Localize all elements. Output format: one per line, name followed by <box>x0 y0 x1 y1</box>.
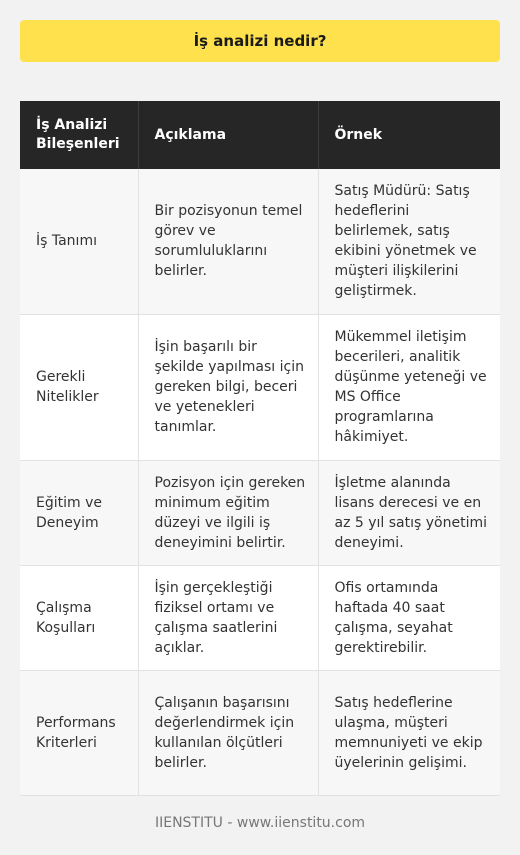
cell-component: İş Tanımı <box>20 169 138 314</box>
table-row <box>20 169 500 314</box>
cell-example: Satış Müdürü: Satış hedeflerini belirlemek, satış ekibini yönetmek ve müşteri ilişkilerini geliştirmek. <box>318 169 500 314</box>
cell-description: İşin gerçekleştiği fiziksel ortamı ve çalışma saatlerini açıklar. <box>138 565 318 670</box>
cell-component: Eğitim ve Deneyim <box>20 460 138 565</box>
table-row <box>20 565 500 670</box>
header-components: İş Analizi Bileşenleri <box>20 101 138 169</box>
footer-credit: IIENSTITU - www.iienstitu.com <box>154 815 366 831</box>
cell-description: Pozisyon için gereken minimum eğitim düzeyi ve ilgili iş deneyimini belirtir. <box>138 460 318 565</box>
cell-example: İşletme alanında lisans derecesi ve en az 5 yıl satış yönetimi deneyimi. <box>318 460 500 565</box>
table-header-row <box>20 101 500 169</box>
cell-description: Bir pozisyonun temel görev ve sorumluluklarını belirler. <box>138 169 318 314</box>
cell-component: Performans Kriterleri <box>20 670 138 795</box>
cell-description: Çalışanın başarısını değerlendirmek için kullanılan ölçütleri belirler. <box>138 670 318 795</box>
page-title: İş analizi nedir? <box>20 20 500 62</box>
cell-example: Satış hedeflerine ulaşma, müşteri memnuniyeti ve ekip üyelerinin gelişimi. <box>318 670 500 795</box>
cell-example: Ofis ortamında haftada 40 saat çalışma, seyahat gerektirebilir. <box>318 565 500 670</box>
header-description: Açıklama <box>138 101 318 169</box>
header-example: Örnek <box>318 101 500 169</box>
job-analysis-table <box>20 101 500 796</box>
cell-component: Çalışma Koşulları <box>20 565 138 670</box>
table-row <box>20 460 500 565</box>
cell-example: Mükemmel iletişim becerileri, analitik düşünme yeteneği ve MS Office programlarına hâkimiyet. <box>318 314 500 460</box>
table-row <box>20 670 500 795</box>
table-row <box>20 314 500 460</box>
cell-component: Gerekli Nitelikler <box>20 314 138 460</box>
cell-description: İşin başarılı bir şekilde yapılması için gereken bilgi, beceri ve yetenekleri tanımlar. <box>138 314 318 460</box>
